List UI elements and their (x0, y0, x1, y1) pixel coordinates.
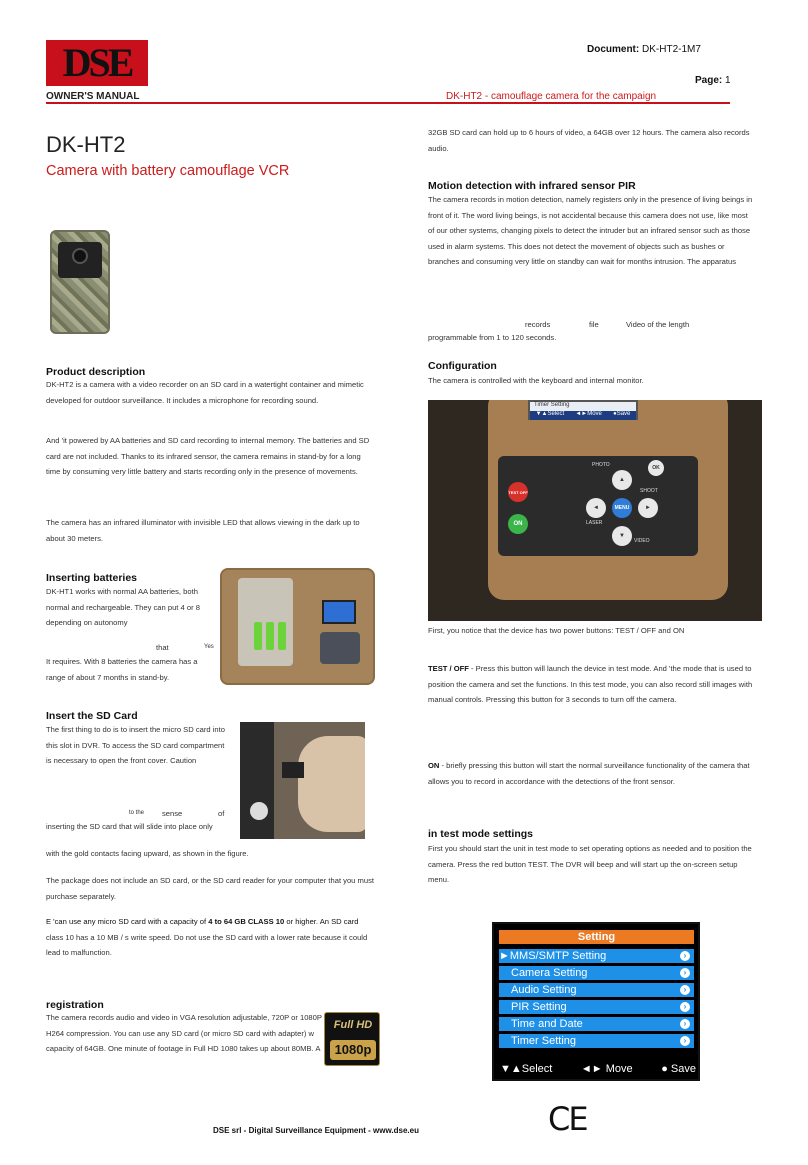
configuration-p2: First, you notice that the device has two power buttons: TEST / OFF and ON (428, 626, 685, 635)
menu-button[interactable]: MENU (612, 498, 632, 518)
chevron-right-icon: › (680, 968, 690, 978)
save-hint: ● Save (661, 1063, 696, 1075)
logo-text: DSE (62, 40, 132, 85)
sd-fragment-sense: sense (162, 809, 183, 818)
full-hd-text: Full HD (333, 1019, 373, 1031)
sd-card-photo (240, 722, 365, 839)
settings-menu-footer (500, 1063, 696, 1075)
settings-menu-screenshot (492, 922, 700, 1081)
inserting-batteries-heading: Inserting batteries (46, 572, 138, 584)
keypad (320, 632, 360, 664)
chevron-right-icon: › (680, 1002, 690, 1012)
batteries-p2: It requires. With 8 batteries the camera has a range of about 7 months in stand-by. (46, 657, 198, 682)
batteries-fragment-yes: Yes (204, 644, 214, 650)
chevron-right-icon: › (680, 1019, 690, 1029)
sd-fragment-tothe: to the (129, 810, 145, 816)
header-subtitle: DK-HT2 - camouflage camera for the campaign (446, 91, 657, 102)
batteries-fragment-that: that (156, 643, 169, 652)
ok-button[interactable]: OK (648, 460, 664, 476)
test-off-button[interactable]: TEST OFF (508, 482, 528, 502)
page-subtitle: Camera with battery camouflage VCR (46, 163, 290, 179)
menu-item-audio[interactable]: Audio Setting › (499, 983, 694, 997)
configuration-p1: The camera is controlled with the keyboard and internal monitor. (428, 376, 644, 385)
battery-icon (254, 622, 262, 650)
configuration-heading: Configuration (428, 360, 497, 372)
sd-p3: with the gold contacts facing upward, as shown in the figure. (46, 849, 249, 858)
registration-p1: The camera records audio and video in VGA resolution adjustable, 720P or 1080P H264 compression. You can use any SD card (or micro SD card with adapter) w capacity of 64GB. One minute of footage in Full HD 1080 takes up about 80MB. A (46, 1013, 322, 1053)
test-mode-p: First you should start the unit in test mode to set operating options as needed and to position the camera. Press the red button TEST. The DVR will beep and will start up the on-screen setup menu. (428, 844, 752, 884)
keypad-photo (428, 400, 762, 621)
move-hint: ◄► Move (580, 1063, 633, 1075)
lcd-screen: Timer Setting ▼▲Select ◄►Move ●Save (528, 400, 638, 420)
left-arrow-button[interactable]: ◄ (586, 498, 606, 518)
right-arrow-button[interactable]: ► (638, 498, 658, 518)
battery-icon (278, 622, 286, 650)
motion-detection-heading: Motion detection with infrared sensor PIR (428, 180, 636, 192)
motion-fragment-records: records (525, 320, 551, 329)
header-divider (46, 102, 730, 104)
laser-label: LASER (586, 520, 603, 526)
owners-manual-label: OWNER'S MANUAL (46, 91, 140, 102)
test-mode-heading: in test mode settings (428, 828, 534, 840)
product-description-p3: The camera has an infrared illuminator with invisible LED that allows viewing in the dark up to about 30 meters. (46, 518, 360, 543)
video-label: VIDEO (634, 538, 650, 544)
menu-item-time-date[interactable]: Time and Date › (499, 1017, 694, 1031)
intro-text: 32GB SD card can hold up to 6 hours of video, a 64GB over 12 hours. The camera also records audio. (428, 128, 750, 153)
menu-item-pir[interactable]: PIR Setting › (499, 1000, 694, 1014)
down-arrow-button[interactable]: ▼ (612, 526, 632, 546)
motion-fragment-video: Video of the length (626, 320, 690, 329)
document-id: Document: DK-HT2-1M7 (587, 44, 701, 55)
1080p-text: 1080p (330, 1040, 376, 1060)
page-number: Page: 1 (695, 75, 731, 86)
test-off-description: TEST / OFF - Press this button will launch the device in test mode. And 'the mode that is used to position the camera and set the functions. In this test mode, you can also record still images with manual controls. Pressing this button for 3 seconds to turn off the camera. (428, 664, 753, 704)
sd-p2: inserting the SD card that will slide into place only (46, 822, 213, 831)
dse-logo (46, 40, 148, 86)
chevron-right-icon: › (680, 951, 690, 961)
sd-p4: The package does not include an SD card, or the SD card reader for your computer that you must purchase separately. (46, 876, 374, 901)
motion-p2: programmable from 1 to 120 seconds. (428, 333, 557, 342)
menu-item-camera[interactable]: Camera Setting › (499, 966, 694, 980)
insert-sd-heading: Insert the SD Card (46, 710, 138, 722)
battery-icon (266, 622, 274, 650)
on-button[interactable]: ON (508, 514, 528, 534)
menu-item-timer[interactable]: Timer Setting › (499, 1034, 694, 1048)
finger (298, 736, 365, 832)
product-description-p1: DK-HT2 is a camera with a video recorder on an SD card in a watertight container and mimetic developed for outdoor surveillance. It includes a microphone for recording sound. (46, 380, 364, 405)
up-arrow-button[interactable]: ▲ (612, 470, 632, 490)
full-hd-badge (324, 1012, 380, 1066)
page-footer: DSE srl - Digital Surveillance Equipment - www.dse.eu (213, 1126, 419, 1135)
product-description-p2: And 'it powered by AA batteries and SD card recording to internal memory. The batteries and SD card are not included. Thanks to its infrared sensor, the camera remains in stand-by for a long time by consuming very little battery and starts recording only in the presence of movements. (46, 436, 370, 476)
on-description: ON - briefly pressing this button will start the normal surveillance functionality of the camera that allows you to record in accordance with the detections of the front sensor. (428, 761, 750, 786)
shoot-label: SHOOT (640, 488, 658, 494)
registration-heading: registration (46, 999, 104, 1011)
settings-menu-title: Setting (499, 930, 694, 944)
page-title: DK-HT2 (46, 132, 126, 157)
battery-compartment-image (220, 568, 375, 685)
play-button-icon (250, 802, 268, 820)
product-description-heading: Product description (46, 366, 146, 378)
sd-card-icon (282, 762, 304, 778)
photo-label: PHOTO (592, 462, 610, 468)
select-hint: ▼▲Select (500, 1063, 553, 1075)
chevron-right-icon: › (680, 1036, 690, 1046)
motion-p1: The camera records in motion detection, namely registers only in the presence of living beings in front of it. The word living beings, is not accidental because this camera does not use, like most of our other systems, changing pixels to detect the intruder but an infrared sensor such as those used in alarm systems. This does not detect the movement of objects such as bushes or branches and consuming very little on standby can wait for months intrusion. The apparatus (428, 195, 753, 266)
sd-p5: E 'can use any micro SD card with a capacity of 4 to 64 GB CLASS 10 or higher. An SD card class 10 has a 10 MB / s write speed. Do not use the SD card with a lower rate because it could lead to malfunction. (46, 917, 368, 957)
ce-mark-icon: CE (548, 1100, 587, 1138)
menu-item-mms-smtp[interactable]: ►MMS/SMTP Setting › (499, 949, 694, 963)
sd-p1: The first thing to do is to insert the micro SD card into this slot in DVR. To access the SD card compartment is necessary to open the front cover. Caution (46, 725, 225, 765)
sd-fragment-of: of (218, 809, 225, 818)
lens-icon (72, 248, 88, 264)
motion-fragment-file: file (589, 320, 599, 329)
monitor-screen (322, 600, 356, 624)
dvr-panel (240, 722, 274, 839)
camera-product-image (50, 230, 110, 334)
batteries-p1: DK-HT1 works with normal AA batteries, both normal and rechargeable. They can put 4 or 8 depending on autonomy (46, 587, 200, 627)
chevron-right-icon: › (680, 985, 690, 995)
